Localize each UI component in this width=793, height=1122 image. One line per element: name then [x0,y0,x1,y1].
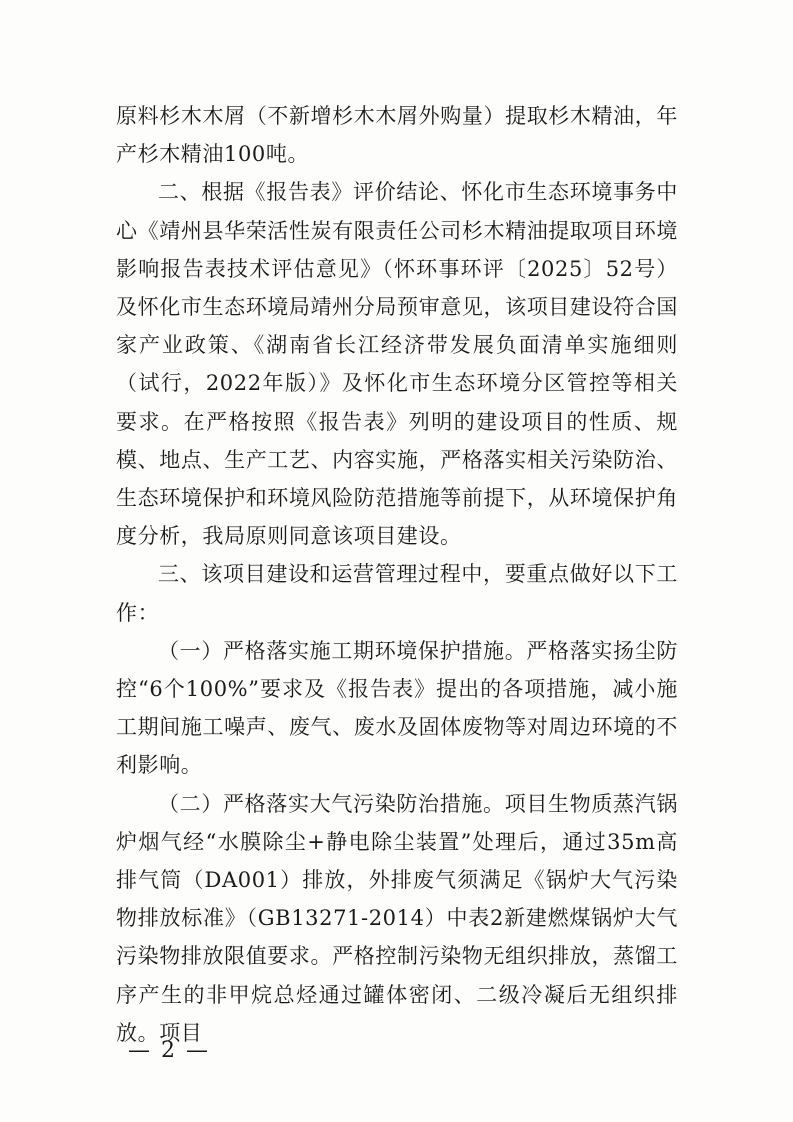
document-body [116,97,678,1052]
paragraph-construction-measures: （一）严格落实施工期环境保护措施。严格落实扬尘防控“6个100%”要求及《报告表》提出的各项措施，减小施工期间施工噪声、废气、废水及固体废物等对周边环境的不利影响。 [116,638,678,778]
page-number: — 2 — [128,1038,210,1063]
paragraph-project-scale: 原料杉木木屑（不新增杉木木屑外购量）提取杉木精油，年产杉木精油100吨。 [116,104,678,167]
paragraph-approval-conclusion: 二、根据《报告表》评价结论、怀化市生态环境事务中心《靖州县华荣活性炭有限责任公司杉木精油提取项目环境影响报告表技术评估意见》（怀环事环评〔2025〕52号）及怀化市生态环境局靖州分局预审意见，该项目建设符合国家产业政策、《湖南省长江经济带发展负面清单实施细则（试行，2022年版）》及怀化市生态环境分区管控等相关要求。在严格按照《报告表》列明的建设项目的性质、规模、地点、生产工艺、内容实施，严格落实相关污染防治、生态环境保护和环境风险防范措施等前提下，从环境保护角度分析，我局原则同意该项目建设。 [116,180,678,549]
paragraph-air-pollution-measures: （二）严格落实大气污染防治措施。项目生物质蒸汽锅炉烟气经“水膜除尘+静电除尘装置”处理后，通过35m高排气筒（DA001）排放，外排废气须满足《锅炉大气污染物排放标准》（GB13271-2014）中表2新建燃煤锅炉大气污染物排放限值要求。严格控制污染物无组织排放，蒸馏工序产生的非甲烷总烃通过罐体密闭、二级冷凝后无组织排放。项目 [116,791,678,1045]
paragraph-key-work-heading: 三、该项目建设和运营管理过程中，要重点做好以下工作： [116,562,678,625]
